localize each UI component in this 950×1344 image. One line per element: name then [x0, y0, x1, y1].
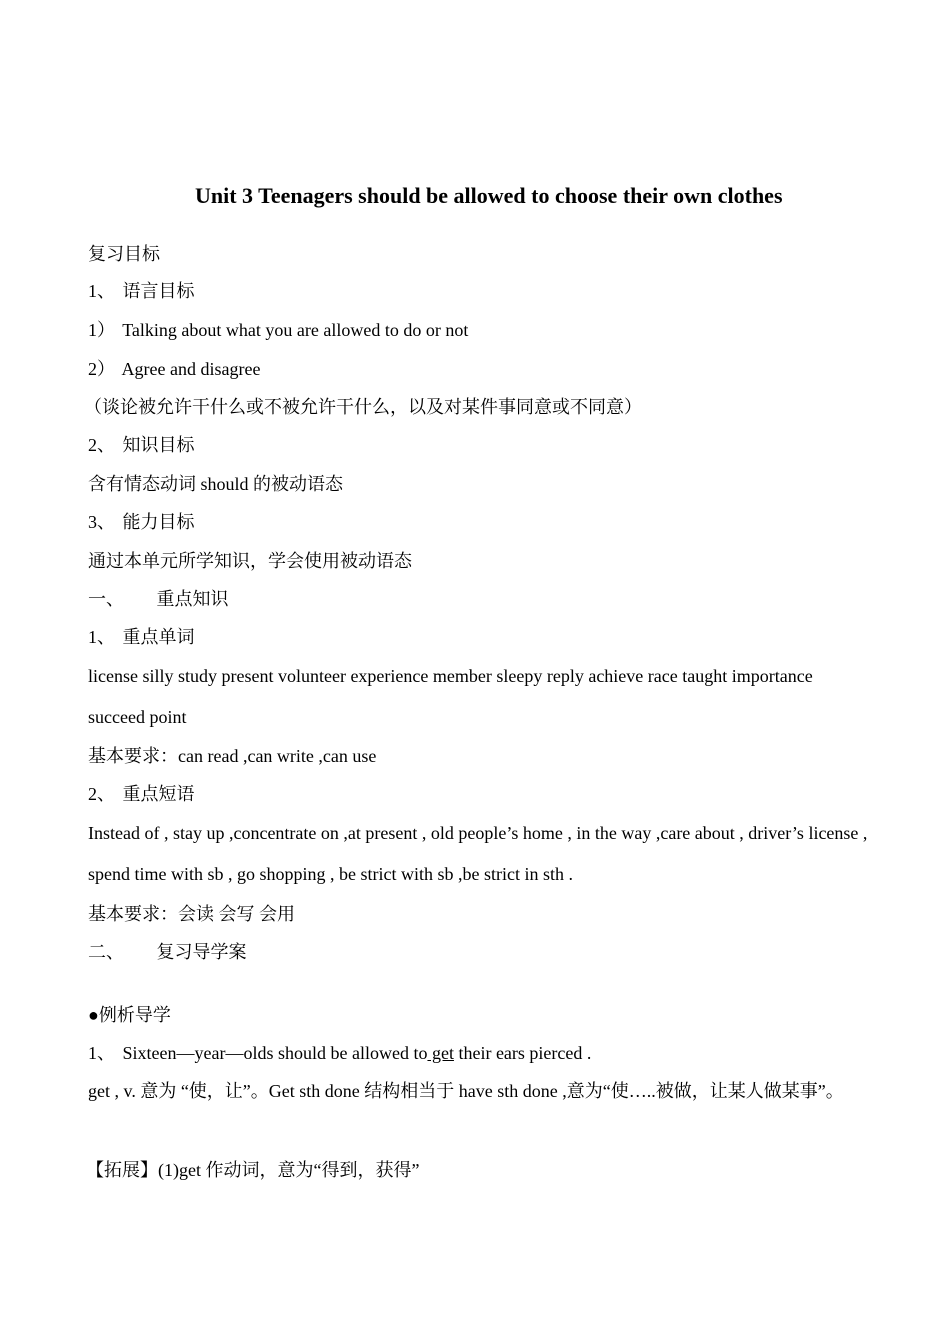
extension-note: 【拓展】(1)get 作动词，意为“得到，获得”: [86, 1160, 420, 1180]
example1-before: Sixteen—year—olds should be allowed to: [122, 1043, 428, 1063]
key-words-list: license silly study present volunteer experience member sleepy reply achieve race taught importance succeed point: [88, 666, 813, 727]
review-goals-heading: 复习目标: [88, 244, 160, 264]
example1-sentence: [88, 1041, 591, 1065]
goal2-text: 含有情态动词 should 的被动语态: [88, 474, 344, 494]
goal2-label: 知识目标: [122, 435, 195, 455]
goal3-text: 通过本单元所学知识，学会使用被动语态: [88, 551, 412, 571]
example1-number: 1、: [88, 1043, 115, 1063]
section1-heading: [88, 587, 229, 611]
goal2-heading: [88, 433, 195, 457]
document-title: Unit 3 Teenagers should be allowed to choose their own clothes: [195, 183, 783, 208]
goal1-number: 1、: [88, 281, 115, 301]
goal3-number: 3、: [88, 512, 115, 532]
goal1-item1-text: Talking about what you are allowed to do or not: [122, 320, 469, 340]
goal3-heading: [88, 510, 195, 534]
example1-underlined-word: get: [427, 1043, 454, 1063]
example-heading: ●例析导学: [88, 1005, 171, 1025]
section2-heading: [88, 940, 247, 964]
example1-explanation: get , v. 意为 “使，让”。Get sth done 结构相当于 have sth done ,意为“使…..被做，让某人做某事”。: [88, 1081, 844, 1101]
key-phrases-heading: [88, 782, 195, 806]
goal1-item2: [88, 357, 260, 381]
section1-number: 一、: [88, 589, 124, 609]
goal1-item1: [88, 318, 468, 342]
goal1-note: （谈论被允许干什么或不被允许干什么，以及对某件事同意或不同意）: [84, 397, 642, 417]
section2-label: 复习导学案: [156, 942, 247, 962]
key-words-heading: [88, 625, 195, 649]
goal1-label: 语言目标: [122, 281, 195, 301]
goal2-number: 2、: [88, 435, 115, 455]
key-phrases-number: 2、: [88, 784, 115, 804]
goal1-heading: [88, 279, 195, 303]
section1-label: 重点知识: [156, 589, 229, 609]
goal1-item1-number: 1）: [88, 320, 115, 340]
goal3-label: 能力目标: [122, 512, 195, 532]
key-phrases-requirement: 基本要求：会读 会写 会用: [88, 904, 295, 924]
goal1-item2-text: Agree and disagree: [121, 359, 261, 379]
example1-after: their ears pierced .: [453, 1043, 592, 1063]
key-phrases-list: Instead of , stay up ,concentrate on ,at present , old people’s home , in the way ,care about , driver’s license , spend time with sb , go shopping , be strict with sb ,be strict in sth .: [88, 823, 868, 884]
key-words-requirement: 基本要求：can read ,can write ,can use: [88, 746, 377, 766]
goal1-item2-number: 2）: [88, 359, 115, 379]
section2-number: 二、: [88, 942, 124, 962]
key-phrases-label: 重点短语: [122, 784, 195, 804]
key-words-number: 1、: [88, 627, 115, 647]
key-words-label: 重点单词: [122, 627, 195, 647]
